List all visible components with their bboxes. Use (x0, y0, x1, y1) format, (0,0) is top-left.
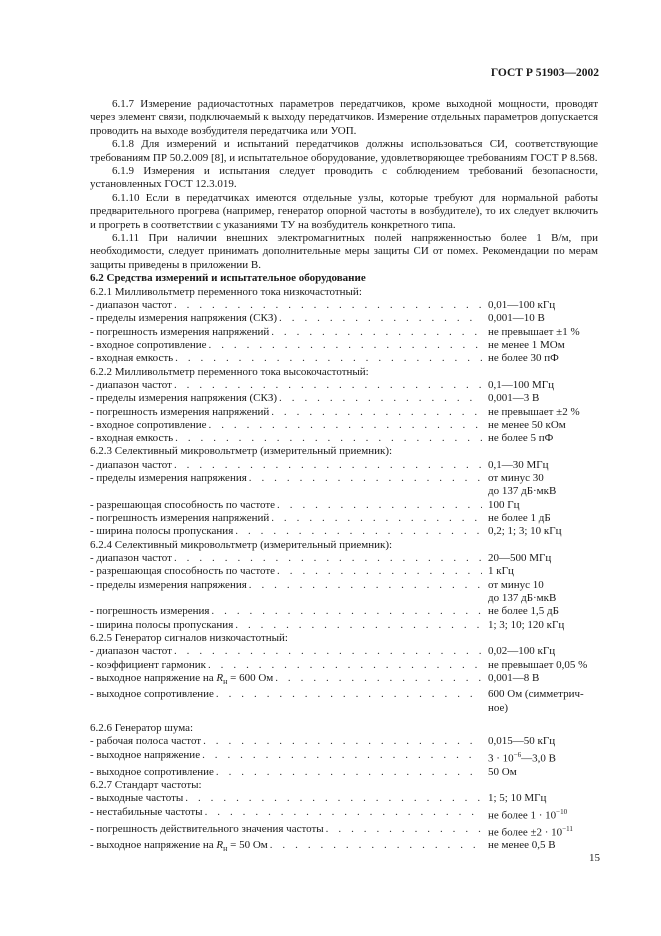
exponent: −11 (562, 824, 573, 833)
spec-row (90, 766, 598, 779)
spec-value: 0,02—100 кГц (488, 645, 556, 658)
spec-label: - разрешающая способность по частоте (90, 565, 276, 578)
spec-label: - пределы измерения напряжения (90, 472, 247, 485)
document-header: ГОСТ Р 51903—2002 (490, 67, 599, 79)
spec-label: - диапазон частот (90, 645, 172, 658)
spec-label: - выходное напряжение (90, 748, 201, 761)
spec-value: не превышает ±1 % (488, 325, 580, 338)
spec-value-text: не более 1 · 10 (488, 809, 557, 822)
spec-label: - входное сопротивление (90, 418, 207, 431)
spec-label: - выходное сопротивление (90, 765, 214, 778)
spec-value-continuation (90, 592, 598, 605)
spec-value: не превышает ±2 % (488, 405, 580, 418)
spec-value: не более 5 пФ (488, 432, 554, 445)
spec-label: - выходное сопротивление (90, 688, 214, 701)
paragraph-6-1-7: 6.1.7 Измерение радиочастотных параметров передатчиков, кроме выходной мощности, проводят через элемент связи, подключаемый к выходу передатчиков. Измерение отдельных параметров допускается проводить на выходе возбудителя передатчика или УОП. (90, 98, 598, 137)
spec-row (90, 792, 598, 805)
spec-row (90, 823, 598, 840)
subsection-title-6-2-5: 6.2.5 Генератор сигналов низкочастотный: (90, 631, 288, 644)
spec-label (90, 839, 268, 855)
spec-label: - пределы измерения напряжения (СКЗ) (90, 392, 278, 405)
spec-label: - погрешность измерения (90, 605, 210, 618)
paragraph-6-1-10: 6.1.10 Если в передатчиках имеются отдельные узлы, которые требуют для нормальной работы предварительного прогрева (например, генератор опорной частоты в возбудителе), то их следует включить и прогреть в соответствии с указаниями ТУ на возбудитель конкретного типа. (90, 191, 598, 231)
spec-value: от минус 10 (488, 578, 544, 591)
spec-row (90, 579, 598, 592)
spec-label-text: = 600 Ом (227, 671, 274, 684)
exponent: −6 (513, 750, 522, 759)
leader-dots (174, 299, 482, 312)
spec-value-continuation (90, 485, 598, 498)
spec-value: не более 1 дБ (488, 512, 551, 525)
spec-row (90, 806, 598, 823)
spec-row (90, 419, 598, 432)
spec-row (90, 735, 598, 748)
spec-value: 1 кГц (488, 565, 514, 578)
spec-row (90, 299, 598, 312)
leader-dots (209, 419, 482, 432)
leader-dots (208, 659, 482, 672)
spec-value: 0,015—50 кГц (488, 735, 556, 748)
spec-value: 100 Гц (488, 498, 520, 511)
leader-dots (277, 565, 482, 578)
leader-dots (275, 672, 482, 688)
leader-dots (205, 806, 482, 823)
leader-dots (209, 339, 482, 352)
spec-label-text: - выходное напряжение на (90, 839, 217, 852)
spec-value-text: не более ±2 · 10 (488, 826, 563, 839)
spec-label: - погрешность действительного значения частоты (90, 822, 324, 835)
spec-row (90, 392, 598, 405)
spec-row (90, 839, 598, 855)
spec-row (90, 499, 598, 512)
spec-row (90, 688, 598, 701)
spec-value-text: —3,0 В (521, 752, 556, 765)
spec-label: - диапазон частот (90, 458, 172, 471)
subsection-title-6-2-3: 6.2.3 Селективный микровольтметр (измерительный приемник): (90, 445, 393, 458)
spec-value: 0,01—100 кГц (488, 299, 556, 312)
spec-row (90, 459, 598, 472)
spec-value: 0,1—30 МГц (488, 458, 549, 471)
spec-value: 1; 5; 10 МГц (488, 792, 547, 805)
paragraph-6-1-11: 6.1.11 При наличии внешних электромагнитных полей напряженностью более 1 В/м, при необходимости, следует принимать дополнительные меры защиты СИ от помех. Рекомендации по мерам защиты приведены в приложении В. (90, 232, 598, 271)
spec-value: от минус 30 (488, 472, 544, 485)
leader-dots (174, 379, 482, 392)
spec-label-text: = 50 Ом (227, 839, 268, 852)
spec-value: не менее 0,5 В (488, 839, 556, 852)
spec-value-continuation (90, 702, 598, 715)
spec-value: 600 Ом (симметрич- (488, 688, 584, 701)
leader-dots (202, 749, 482, 766)
spec-row (90, 352, 598, 365)
spec-label: - коэффициент гармоник (90, 658, 206, 671)
page-content (90, 98, 598, 856)
resistance-subscript: н (223, 844, 228, 854)
spec-label: - входная емкость (90, 432, 174, 445)
subsection-title-6-2-2: 6.2.2 Милливольтметр переменного тока высокочастотный: (90, 365, 369, 378)
paragraph-6-1-8: 6.1.8 Для измерений и испытаний передатчиков должны использоваться СИ, соответствующие требованиям ПР 50.2.009 [8], и испытательное оборудование, удовлетворяющее требованиям ГОСТ Р 8.568. (90, 138, 598, 164)
spec-value: 20—500 МГц (488, 552, 552, 565)
spec-value: не превышает 0,05 % (488, 658, 588, 671)
spec-value: 0,001—8 В (488, 671, 540, 684)
spec-label: - входная емкость (90, 352, 174, 365)
spec-label: - пределы измерения напряжения (СКЗ) (90, 312, 278, 325)
spec-row (90, 326, 598, 339)
leader-dots (174, 552, 482, 565)
spec-label: - пределы измерения напряжения (90, 578, 247, 591)
leader-dots (326, 823, 482, 840)
resistance-subscript: н (223, 677, 228, 687)
spec-label: - погрешность измерения напряжений (90, 512, 270, 525)
spec-row (90, 379, 598, 392)
spec-value (484, 823, 598, 840)
spec-value (484, 749, 598, 766)
subsection-title-6-2-7: 6.2.7 Стандарт частоты: (90, 778, 202, 791)
spec-value: до 137 дБ·мкВ (488, 485, 557, 498)
spec-label: - выходные частоты (90, 792, 184, 805)
spec-row (90, 512, 598, 525)
spec-row (90, 472, 598, 485)
spec-row (90, 645, 598, 658)
spec-row (90, 432, 598, 445)
spec-label (90, 672, 273, 688)
leader-dots (185, 792, 482, 805)
resistance-symbol: R (216, 839, 224, 852)
spec-label: - входное сопротивление (90, 338, 207, 351)
spec-value: ное) (488, 701, 509, 714)
spec-value: 0,001—3 В (488, 392, 540, 405)
spec-row (90, 659, 598, 672)
leader-dots (175, 352, 482, 365)
page-number: 15 (589, 852, 600, 864)
spec-value: не более 1,5 дБ (488, 605, 559, 618)
spec-value: 0,001—10 В (488, 312, 545, 325)
spec-label-text: - выходное напряжение на (90, 671, 217, 684)
leader-dots (235, 619, 482, 632)
leader-dots (174, 645, 482, 658)
spec-row (90, 406, 598, 419)
leader-dots (279, 392, 482, 405)
leader-dots (271, 406, 482, 419)
leader-dots (249, 579, 482, 592)
spec-row (90, 339, 598, 352)
exponent: −10 (556, 807, 568, 816)
spec-label: - разрешающая способность по частоте (90, 498, 276, 511)
leader-dots (271, 512, 482, 525)
spec-label: - ширина полосы пропускания (90, 525, 234, 538)
leader-dots (235, 525, 482, 538)
paragraph-6-1-9: 6.1.9 Измерения и испытания следует проводить с соблюдением требований безопасности, установленных ГОСТ 12.3.019. (90, 165, 598, 191)
leader-dots (216, 766, 482, 779)
spec-value: не более 30 пФ (488, 352, 559, 365)
leader-dots (249, 472, 482, 485)
spec-row (90, 605, 598, 618)
spec-value (484, 806, 598, 823)
spec-value: до 137 дБ·мкВ (488, 591, 557, 604)
spec-label: - диапазон частот (90, 299, 172, 312)
spec-value: 1; 3; 10; 120 кГц (488, 618, 565, 631)
spec-row (90, 552, 598, 565)
leader-dots (174, 459, 482, 472)
spec-value: 0,2; 1; 3; 10 кГц (488, 525, 562, 538)
subsection-title-6-2-4: 6.2.4 Селективный микровольтметр (измерительный приемник): (90, 538, 393, 551)
spec-row (90, 312, 598, 325)
spec-row (90, 672, 598, 688)
spec-row (90, 619, 598, 632)
subsection-title-6-2-1: 6.2.1 Милливольтметр переменного тока низкочастотный: (90, 285, 362, 298)
section-heading-6-2: 6.2 Средства измерений и испытательное оборудование (90, 272, 366, 285)
leader-dots (270, 839, 482, 855)
spec-label: - диапазон частот (90, 378, 172, 391)
spec-label: - погрешность измерения напряжений (90, 405, 270, 418)
leader-dots (271, 326, 482, 339)
spec-label: - рабочая полоса частот (90, 735, 202, 748)
spec-value: не менее 50 кОм (488, 418, 566, 431)
spec-label: - погрешность измерения напряжений (90, 325, 270, 338)
leader-dots (203, 735, 482, 748)
spec-label: - нестабильные частоты (90, 805, 203, 818)
leader-dots (279, 312, 482, 325)
leader-dots (277, 499, 482, 512)
spec-value: 0,1—100 МГц (488, 378, 555, 391)
spec-row (90, 749, 598, 766)
leader-dots (175, 432, 482, 445)
leader-dots (216, 688, 482, 701)
subsection-title-6-2-6: 6.2.6 Генератор шума: (90, 721, 194, 734)
spec-row (90, 565, 598, 578)
spec-label: - диапазон частот (90, 552, 172, 565)
spec-value: 50 Ом (488, 765, 517, 778)
leader-dots (211, 605, 482, 618)
spec-row (90, 525, 598, 538)
spec-value-text: 3 · 10 (488, 752, 514, 765)
spec-label: - ширина полосы пропускания (90, 618, 234, 631)
spec-value: не менее 1 МОм (488, 338, 565, 351)
resistance-symbol: R (216, 671, 224, 684)
